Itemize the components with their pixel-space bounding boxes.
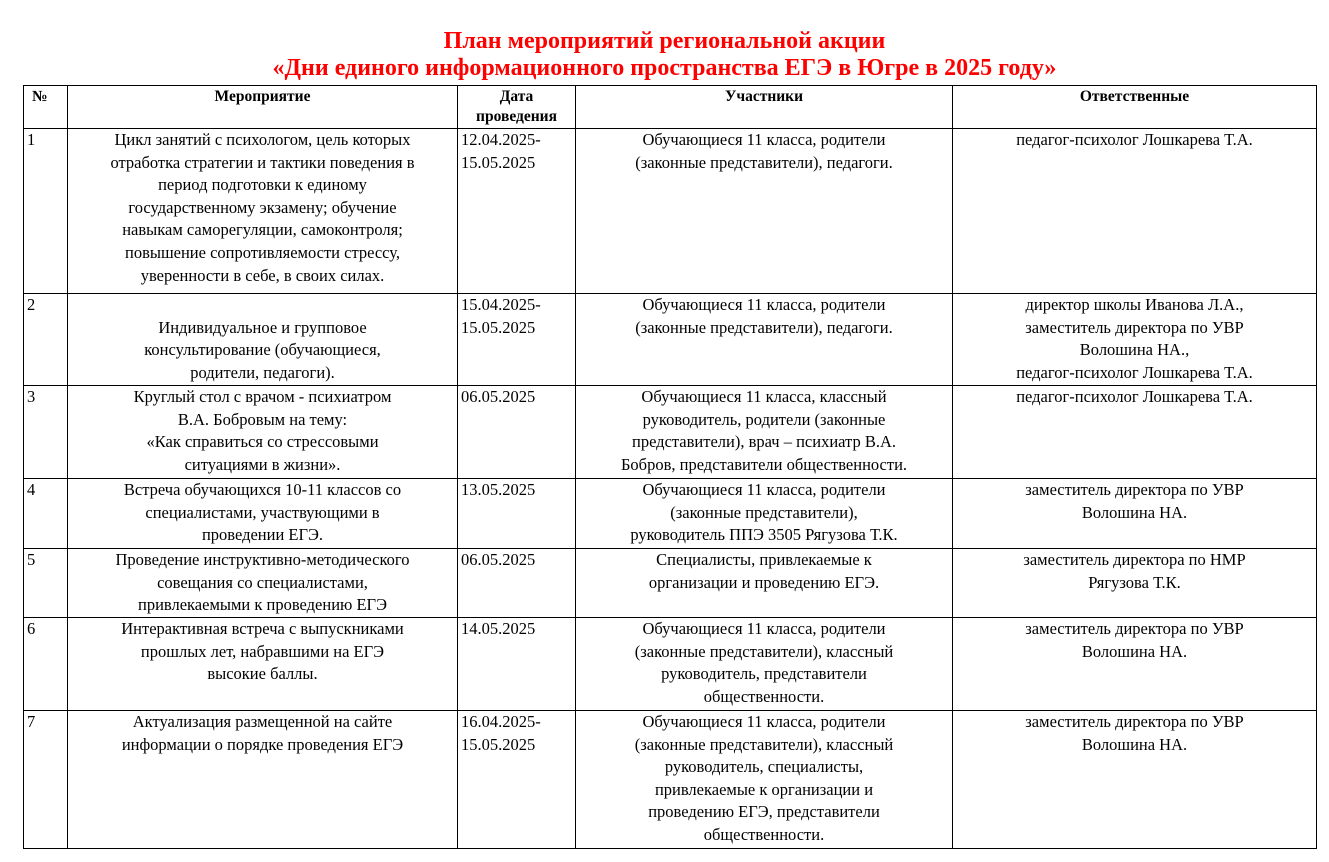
date-cell: 06.05.2025	[458, 386, 576, 479]
responsible-cell: педагог-психолог Лошкарева Т.А.	[953, 129, 1317, 294]
header-event: Мероприятие	[68, 86, 458, 129]
event-cell: Цикл занятий с психологом, цель которых отработка стратегии и тактики поведения в период подготовки к единому государственному экзамену; обучение навыкам саморегуляции, самоконтроля; повышение сопротивляемости стрессу, уверенности в себе, в своих силах.	[68, 129, 458, 294]
event-cell: Интерактивная встреча с выпускниками прошлых лет, набравшими на ЕГЭ высокие баллы.	[68, 618, 458, 711]
responsible-cell: заместитель директора по УВР Волошина НА.	[953, 479, 1317, 549]
title-line-2: «Дни единого информационного пространства ЕГЭ в Югре в 2025 году»	[272, 55, 1057, 81]
participants-cell: Обучающиеся 11 класса, родители (законные представители), педагоги.	[576, 294, 953, 386]
date-cell: 13.05.2025	[458, 479, 576, 549]
responsible-cell: директор школы Иванова Л.А., заместитель директора по УВР Волошина НА., педагог-психолог Лошкарева Т.А.	[953, 294, 1317, 386]
event-cell: Круглый стол с врачом - психиатром В.А. Бобровым на тему: «Как справиться со стрессовыми ситуациями в жизни».	[68, 386, 458, 479]
date-cell: 16.04.2025- 15.05.2025	[458, 711, 576, 849]
date-cell: 14.05.2025	[458, 618, 576, 711]
table-row	[24, 549, 1317, 618]
responsible-cell: заместитель директора по УВР Волошина НА.	[953, 618, 1317, 711]
row-number: 1	[24, 129, 68, 294]
row-number: 3	[24, 386, 68, 479]
header-responsible: Ответственные	[953, 86, 1317, 129]
table-row	[24, 129, 1317, 294]
responsible-cell: заместитель директора по НМР Рягузова Т.К.	[953, 549, 1317, 618]
table-row	[24, 479, 1317, 549]
document-title	[0, 28, 1329, 82]
header-date: Дата проведения	[458, 86, 576, 129]
row-number: 6	[24, 618, 68, 711]
participants-cell: Обучающиеся 11 класса, родители (законные представители), руководитель ППЭ 3505 Рягузова Т.К.	[576, 479, 953, 549]
event-cell: Встреча обучающихся 10-11 классов со специалистами, участвующими в проведении ЕГЭ.	[68, 479, 458, 549]
table-row	[24, 294, 1317, 386]
table-row	[24, 711, 1317, 849]
table-row	[24, 618, 1317, 711]
header-num: №	[24, 86, 68, 129]
row-number: 5	[24, 549, 68, 618]
responsible-cell: заместитель директора по УВР Волошина НА.	[953, 711, 1317, 849]
date-cell: 06.05.2025	[458, 549, 576, 618]
events-plan-table	[23, 85, 1317, 849]
event-cell: Актуализация размещенной на сайте информации о порядке проведения ЕГЭ	[68, 711, 458, 849]
row-number: 2	[24, 294, 68, 386]
participants-cell: Обучающиеся 11 класса, классный руководитель, родители (законные представители), врач – психиатр В.А. Бобров, представители общественности.	[576, 386, 953, 479]
participants-cell: Обучающиеся 11 класса, родители (законные представители), классный руководитель, представители общественности.	[576, 618, 953, 711]
responsible-cell: педагог-психолог Лошкарева Т.А.	[953, 386, 1317, 479]
date-cell: 12.04.2025- 15.05.2025	[458, 129, 576, 294]
participants-cell: Обучающиеся 11 класса, родители (законные представители), педагоги.	[576, 129, 953, 294]
table-header-row	[24, 86, 1317, 129]
event-cell: Проведение инструктивно-методического совещания со специалистами, привлекаемыми к проведению ЕГЭ	[68, 549, 458, 618]
date-cell: 15.04.2025- 15.05.2025	[458, 294, 576, 386]
header-participants: Участники	[576, 86, 953, 129]
row-number: 7	[24, 711, 68, 849]
participants-cell: Специалисты, привлекаемые к организации и проведению ЕГЭ.	[576, 549, 953, 618]
participants-cell: Обучающиеся 11 класса, родители (законные представители), классный руководитель, специалисты, привлекаемые к организации и проведению ЕГЭ, представители общественности.	[576, 711, 953, 849]
title-line-1: План мероприятий региональной акции	[443, 28, 886, 54]
table-row	[24, 386, 1317, 479]
event-cell: Индивидуальное и групповое консультирование (обучающиеся, родители, педагоги).	[68, 294, 458, 386]
row-number: 4	[24, 479, 68, 549]
